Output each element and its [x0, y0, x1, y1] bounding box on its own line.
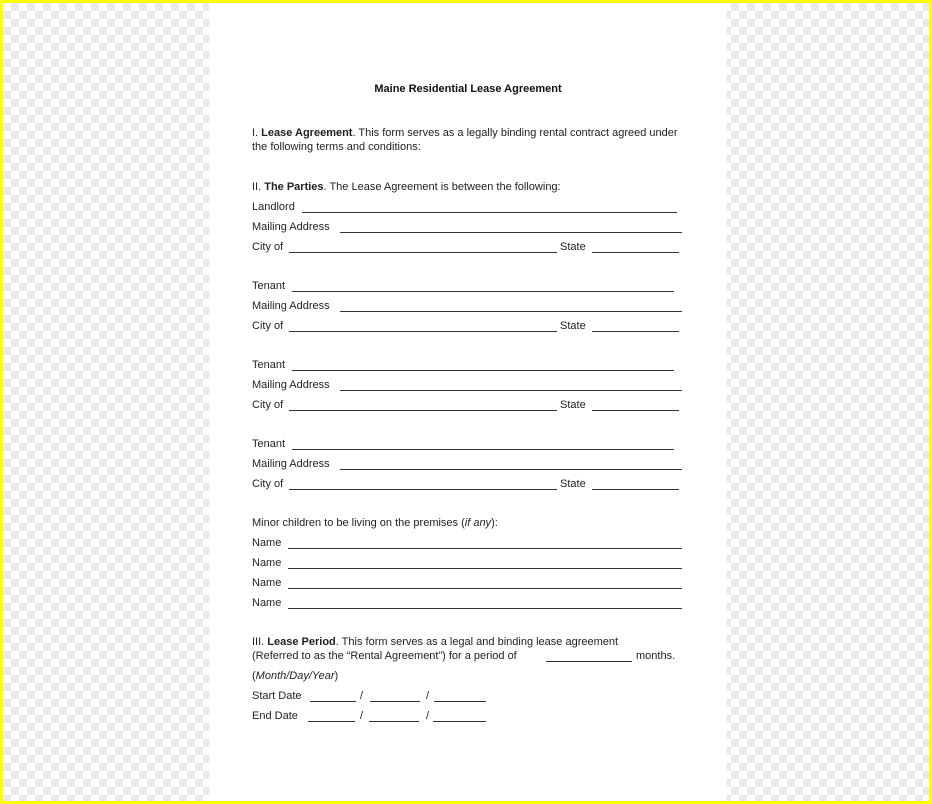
city-field[interactable] — [289, 252, 557, 253]
document-title: Maine Residential Lease Agreement — [374, 83, 562, 95]
tenant-label: Tenant — [252, 438, 286, 450]
landlord-label: Landlord — [252, 201, 295, 213]
mdy-open: ( — [252, 670, 256, 682]
name-label: Name — [252, 537, 282, 549]
state-field[interactable] — [592, 331, 679, 332]
end-year-field[interactable] — [433, 721, 486, 722]
lease-period-months-field[interactable] — [546, 661, 632, 662]
mailing-address-label: Mailing Address — [252, 379, 330, 391]
start-date-label: Start Date — [252, 690, 302, 702]
section-heading: The Parties — [264, 181, 324, 193]
section-number: II. — [252, 181, 265, 193]
city-field[interactable] — [289, 489, 557, 490]
name-label: Name — [252, 557, 282, 569]
mdy-close: ) — [334, 670, 339, 682]
date-slash: / — [360, 710, 364, 722]
child-name-field[interactable] — [288, 548, 682, 549]
city-field[interactable] — [289, 410, 557, 411]
date-slash: / — [426, 690, 430, 702]
child-name-field[interactable] — [288, 588, 682, 589]
mailing-address-field[interactable] — [340, 390, 682, 391]
city-label: City of — [252, 478, 284, 490]
child-name-field[interactable] — [288, 608, 682, 609]
mailing-address-field[interactable] — [340, 469, 682, 470]
state-label: State — [560, 320, 586, 332]
end-date-label: End Date — [252, 710, 298, 722]
date-slash: / — [360, 690, 364, 702]
state-field[interactable] — [592, 489, 679, 490]
mailing-address-field[interactable] — [340, 232, 682, 233]
name-label: Name — [252, 597, 282, 609]
tenant-field[interactable] — [292, 291, 674, 292]
state-label: State — [560, 478, 586, 490]
city-label: City of — [252, 320, 284, 332]
mailing-address-field[interactable] — [340, 311, 682, 312]
tenant-field[interactable] — [292, 370, 674, 371]
section-heading: Lease Period — [267, 636, 336, 648]
tenant-label: Tenant — [252, 280, 286, 292]
city-label: City of — [252, 241, 284, 253]
date-slash: / — [426, 710, 430, 722]
lease-period-text: (Referred to as the “Rental Agreement”) for a period of — [252, 650, 517, 662]
section-text: . The Lease Agreement is between the following: — [323, 181, 561, 193]
minors-if-any: if any — [464, 517, 492, 529]
section-text: . This form serves as a legal and binding lease agreement — [335, 636, 619, 648]
tenant-field[interactable] — [292, 449, 674, 450]
document-page — [209, 3, 727, 801]
state-field[interactable] — [592, 410, 679, 411]
section-the-parties — [252, 180, 692, 194]
name-label: Name — [252, 577, 282, 589]
start-month-field[interactable] — [310, 701, 356, 702]
city-label: City of — [252, 399, 284, 411]
state-label: State — [560, 241, 586, 253]
start-year-field[interactable] — [434, 701, 486, 702]
minors-end: ): — [491, 517, 498, 529]
checkerboard-background — [3, 3, 929, 801]
mdy-text: Month/Day/Year — [255, 670, 335, 682]
minor-children-heading — [252, 516, 498, 530]
minors-text: Minor children to be living on the premises ( — [252, 517, 465, 529]
section-number: III. — [252, 636, 268, 648]
section-number: I. — [252, 127, 262, 139]
end-day-field[interactable] — [369, 721, 419, 722]
section-text: . This form serves as a legally binding rental contract agreed under the following terms and conditions: — [252, 127, 678, 153]
state-label: State — [560, 399, 586, 411]
end-month-field[interactable] — [308, 721, 355, 722]
section-lease-agreement — [252, 126, 692, 154]
section-lease-period — [252, 635, 618, 649]
landlord-field[interactable] — [302, 212, 677, 213]
state-field[interactable] — [592, 252, 679, 253]
child-name-field[interactable] — [288, 568, 682, 569]
mailing-address-label: Mailing Address — [252, 221, 330, 233]
mailing-address-label: Mailing Address — [252, 300, 330, 312]
section-heading: Lease Agreement — [261, 127, 353, 139]
mailing-address-label: Mailing Address — [252, 458, 330, 470]
date-format-note — [252, 669, 338, 683]
tenant-label: Tenant — [252, 359, 286, 371]
start-day-field[interactable] — [370, 701, 420, 702]
city-field[interactable] — [289, 331, 557, 332]
months-label: months. — [636, 650, 676, 662]
